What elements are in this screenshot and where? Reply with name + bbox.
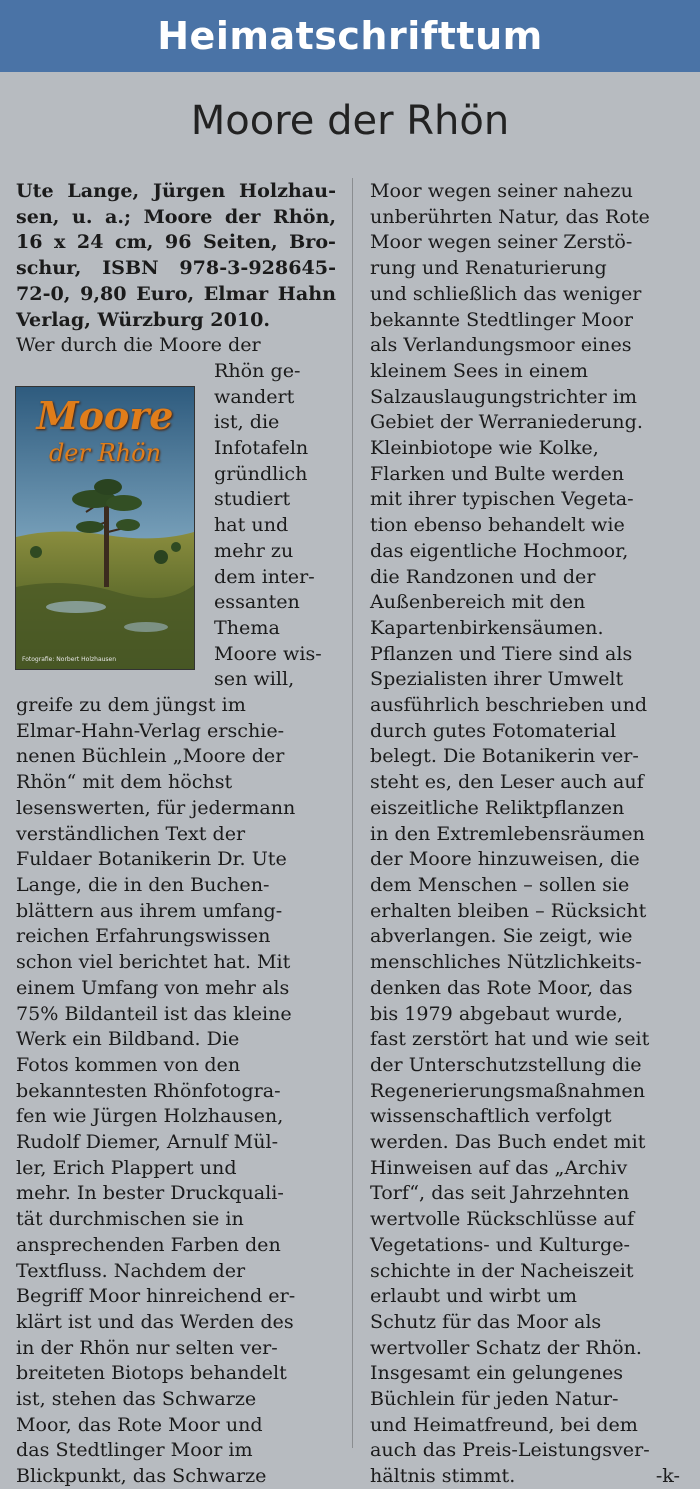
- body-line: ist, stehen das Schwarze: [16, 1387, 257, 1411]
- body-line: verständlichen Text der: [16, 821, 246, 845]
- body-line: Salzauslaugungstrichter im: [370, 384, 638, 408]
- body-line: reichen Erfahrungswissen: [16, 924, 271, 948]
- body-line: Gebiet der Werraniederung.: [370, 410, 643, 434]
- body-line: denken das Rote Moor, das: [370, 975, 633, 999]
- body-line: der Moore hinzuweisen, die: [370, 847, 640, 871]
- body-line: Büchlein für jeden Natur-: [370, 1387, 619, 1411]
- body-line: nenen Büchlein „Moore der: [16, 744, 285, 768]
- body-line: Torf“, das seit Jahrzehnten: [370, 1181, 630, 1205]
- body-line: sen will,: [214, 667, 295, 691]
- body-line: Fuldaer Botanikerin Dr. Ute: [16, 847, 287, 871]
- cover-credit: Fotografie: Norbert Holzhausen: [22, 656, 117, 663]
- body-line: schon viel berichtet hat. Mit: [16, 950, 291, 974]
- body-line: ansprechenden Farben den: [16, 1232, 281, 1256]
- body-line: erhalten bleiben – Rücksicht: [370, 898, 647, 922]
- body-line: wissenschaftlich verfolgt: [370, 1104, 612, 1128]
- body-line: Wer durch die Moore der: [16, 333, 261, 357]
- body-line: Hinweisen auf das „Archiv: [370, 1155, 628, 1179]
- bibliography-line: Ute Lange, Jürgen Holzhau-: [16, 179, 336, 202]
- body-line: durch gutes Fotomaterial: [370, 718, 617, 742]
- body-line: in den Extremlebensräumen: [370, 821, 645, 845]
- body-line: Außenbereich mit den: [370, 590, 586, 614]
- right-column: [370, 178, 688, 1489]
- section-title: Heimatschrifttum: [157, 14, 543, 58]
- bibliography-line: 16 x 24 cm, 96 Seiten, Bro-: [16, 230, 336, 254]
- body-line: tion ebenso behandelt wie: [370, 513, 625, 537]
- body-line: ist, die: [214, 410, 280, 434]
- body-line: menschliches Nützlichkeits-: [370, 950, 642, 974]
- body-line: gründlich: [214, 461, 308, 485]
- body-line: eiszeitliche Reliktpflanzen: [370, 795, 625, 819]
- body-line: Flarken und Bulte werden: [370, 461, 625, 485]
- body-line: Spezialisten ihrer Umwelt: [370, 667, 624, 691]
- body-line: dem inter-: [214, 564, 315, 588]
- body-line: Infotafeln: [214, 436, 309, 460]
- body-line: abverlangen. Sie zeigt, wie: [370, 924, 633, 948]
- body-line: bekannte Stedtlinger Moor: [370, 307, 633, 331]
- body-line: ler, Erich Plappert und: [16, 1155, 237, 1179]
- cover-title: Moore: [36, 393, 174, 438]
- body-line: Insgesamt ein gelungenes: [370, 1361, 624, 1385]
- body-line: hältnis stimmt.: [370, 1464, 516, 1488]
- body-line: blättern aus ihrem umfang-: [16, 898, 283, 922]
- right-body-text: [370, 178, 688, 1489]
- body-line: ausführlich beschrieben und: [370, 693, 648, 717]
- body-line: werden. Das Buch endet mit: [370, 1130, 646, 1154]
- body-line: einem Umfang von mehr als: [16, 975, 290, 999]
- body-line: mehr zu: [214, 538, 294, 562]
- body-line: Regenerierungsmaßnahmen: [370, 1078, 645, 1102]
- body-line: dem Menschen – sollen sie: [370, 872, 630, 896]
- body-line: Rhön“ mit dem höchst: [16, 770, 233, 794]
- body-line: auch das Preis-Leistungsver-: [370, 1438, 650, 1462]
- bibliography-line: sen, u. a.; Moore der Rhön,: [16, 204, 336, 228]
- body-line: das Stedtlinger Moor im: [16, 1438, 253, 1462]
- body-line: erlaubt und wirbt um: [370, 1284, 578, 1308]
- bibliography-line: 72-0, 9,80 Euro, Elmar Hahn: [16, 281, 336, 305]
- body-line: Blickpunkt, das Schwarze: [16, 1464, 267, 1488]
- body-line: schichte in der Nacheiszeit: [370, 1258, 634, 1282]
- body-line: Moor wegen seiner Zerstö-: [370, 230, 633, 254]
- body-line: essanten: [214, 590, 300, 614]
- body-line: rung und Renaturierung: [370, 256, 607, 280]
- body-line: hat und: [214, 513, 289, 537]
- body-line: die Randzonen und der: [370, 564, 596, 588]
- body-line: Vegetations- und Kulturge-: [370, 1232, 631, 1256]
- body-line: als Verlandungsmoor eines: [370, 333, 632, 357]
- body-line: lesenswerten, für jedermann: [16, 795, 296, 819]
- body-line: Fotos kommen von den: [16, 1052, 241, 1076]
- left-column: [16, 178, 336, 1489]
- bibliography-block: [16, 178, 336, 332]
- body-line: Werk ein Bildband. Die: [16, 1027, 240, 1051]
- body-line: und Heimatfreund, bei dem: [370, 1412, 638, 1436]
- body-line: Textfluss. Nachdem der: [16, 1258, 246, 1282]
- body-line: belegt. Die Botanikerin ver-: [370, 744, 639, 768]
- body-line: wertvolle Rückschlüsse auf: [370, 1207, 635, 1231]
- body-line: Rudolf Diemer, Arnulf Mül-: [16, 1130, 279, 1154]
- body-line: wandert: [214, 384, 295, 408]
- body-line: Rhön ge-: [214, 358, 301, 382]
- section-banner: [0, 0, 700, 72]
- body-line: wertvoller Schatz der Rhön.: [370, 1335, 642, 1359]
- body-line: bekanntesten Rhönfotogra-: [16, 1078, 281, 1102]
- body-line: Lange, die in den Buchen-: [16, 872, 270, 896]
- bibliography-line: schur, ISBN 978-3-928645-: [16, 256, 336, 280]
- body-line: 75% Bildanteil ist das kleine: [16, 1001, 292, 1025]
- body-line: fast zerstört hat und wie seit: [370, 1027, 650, 1051]
- body-line: steht es, den Leser auch auf: [370, 770, 644, 794]
- body-line: unberührten Natur, das Rote: [370, 204, 650, 228]
- body-line: Pflanzen und Tiere sind als: [370, 641, 633, 665]
- column-divider: [352, 178, 353, 1448]
- body-line: kleinem Sees in einem: [370, 358, 588, 382]
- body-line: Moore wis-: [214, 641, 322, 665]
- body-line: Kleinbiotope wie Kolke,: [370, 436, 599, 460]
- bibliography-line: Verlag, Würzburg 2010.: [16, 307, 271, 331]
- body-line: Thema: [214, 615, 280, 639]
- body-line: in der Rhön nur selten ver-: [16, 1335, 278, 1359]
- body-line: bis 1979 abgebaut wurde,: [370, 1001, 623, 1025]
- body-line: Moor wegen seiner nahezu: [370, 179, 633, 202]
- body-line: der Unterschutzstellung die: [370, 1052, 642, 1076]
- book-cover-image: [15, 386, 195, 670]
- body-line: Moor, das Rote Moor und: [16, 1412, 263, 1436]
- body-line: Kapartenbirkensäumen.: [370, 615, 604, 639]
- body-line: mehr. In bester Druckquali-: [16, 1181, 284, 1205]
- article-title: Moore der Rhön: [190, 98, 510, 144]
- body-line: fen wie Jürgen Holzhausen,: [16, 1104, 284, 1128]
- body-line: Schutz für das Moor als: [370, 1309, 602, 1333]
- body-line: Begriff Moor hinreichend er-: [16, 1284, 296, 1308]
- body-line: greife zu dem jüngst im: [16, 693, 246, 717]
- body-line: Elmar-Hahn-Verlag erschie-: [16, 718, 285, 742]
- left-body-text: [16, 692, 336, 1489]
- body-line: breiteten Biotops behandelt: [16, 1361, 287, 1385]
- cover-subtitle: der Rhön: [48, 439, 162, 467]
- body-line: studiert: [214, 487, 291, 511]
- body-line: das eigentliche Hochmoor,: [370, 538, 629, 562]
- body-line: tät durchmischen sie in: [16, 1207, 244, 1231]
- body-line: und schließlich das weniger: [370, 281, 642, 305]
- author-signature: -k-: [655, 1464, 680, 1488]
- body-line: klärt ist und das Werden des: [16, 1309, 294, 1333]
- body-line: mit ihrer typischen Vegeta-: [370, 487, 634, 511]
